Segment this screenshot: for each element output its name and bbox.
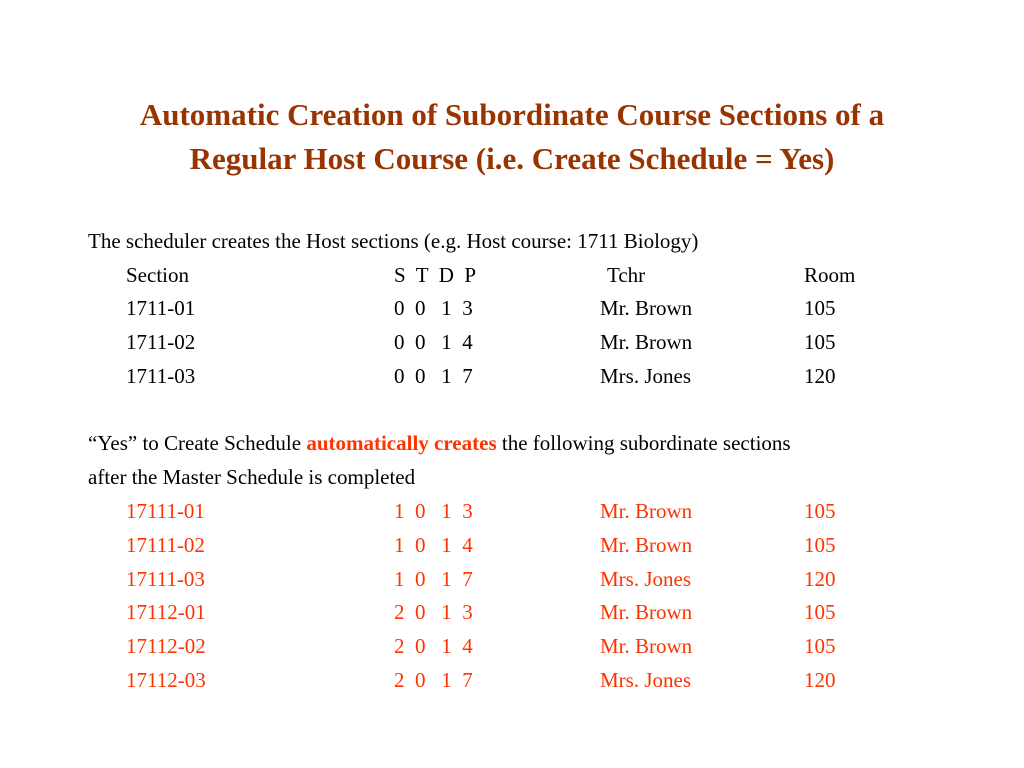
yes-explanation-line-1 [88, 429, 791, 457]
yes-text-emphasis: automatically creates [306, 431, 497, 455]
teacher-cell: Mr. Brown [600, 499, 693, 523]
table-row [0, 328, 1024, 356]
stdp-cell: 2 0 1 4 [394, 634, 473, 659]
section-cell: 17111-02 [126, 532, 205, 557]
table-row [0, 497, 1024, 525]
header-stdp: S T D P [394, 263, 477, 287]
stdp-cell: 0 0 1 4 [394, 329, 473, 354]
room-cell: 105 [804, 634, 836, 659]
table-row [0, 294, 1024, 322]
section-cell: 17111-01 [126, 499, 205, 523]
section-cell: 17112-03 [126, 668, 206, 692]
intro-text: The scheduler creates the Host sections (e.g. Host course: 1711 Biology) [88, 229, 699, 253]
section-cell: 1711-02 [126, 329, 196, 354]
room-cell: 105 [804, 499, 836, 523]
table-header-row [0, 261, 1024, 289]
room-cell: 105 [804, 329, 836, 354]
stdp-cell: 1 0 1 7 [394, 566, 473, 591]
table-row [0, 531, 1024, 559]
teacher-cell: Mr. Brown [600, 296, 693, 320]
stdp-cell: 2 0 1 7 [394, 668, 473, 692]
section-cell: 1711-01 [126, 296, 196, 320]
yes-explanation-line-2: after the Master Schedule is completed [88, 465, 416, 489]
header-room: Room [804, 263, 856, 287]
table-row [0, 666, 1024, 694]
room-cell: 120 [804, 566, 836, 591]
yes-text-before: “Yes” to Create Schedule [88, 431, 307, 455]
teacher-cell: Mrs. Jones [600, 668, 692, 692]
stdp-cell: 1 0 1 3 [394, 499, 473, 523]
room-cell: 105 [804, 296, 836, 320]
section-cell: 17112-01 [126, 600, 206, 625]
table-row [0, 362, 1024, 390]
teacher-cell: Mr. Brown [600, 532, 693, 557]
teacher-cell: Mr. Brown [600, 329, 693, 354]
slide-title [0, 93, 1024, 181]
header-section: Section [126, 263, 189, 287]
table-row [0, 565, 1024, 593]
stdp-cell: 1 0 1 4 [394, 532, 473, 557]
teacher-cell: Mr. Brown [600, 600, 693, 625]
teacher-cell: Mr. Brown [600, 634, 693, 659]
table-row [0, 598, 1024, 626]
slide-title-line-1: Automatic Creation of Subordinate Course Sections of a [139, 97, 885, 132]
stdp-cell: 0 0 1 3 [394, 296, 473, 320]
section-cell: 17112-02 [126, 634, 206, 659]
yes-text-after: the following subordinate sections [496, 431, 791, 455]
table-row [0, 632, 1024, 660]
stdp-cell: 0 0 1 7 [394, 363, 473, 388]
header-tchr: Tchr [607, 263, 646, 287]
teacher-cell: Mrs. Jones [600, 566, 692, 591]
teacher-cell: Mrs. Jones [600, 363, 692, 388]
room-cell: 105 [804, 600, 836, 625]
section-cell: 17111-03 [126, 566, 205, 591]
room-cell: 105 [804, 532, 836, 557]
room-cell: 120 [804, 668, 836, 692]
room-cell: 120 [804, 363, 836, 388]
section-cell: 1711-03 [126, 363, 196, 388]
stdp-cell: 2 0 1 3 [394, 600, 473, 625]
slide-title-line-2: Regular Host Course (i.e. Create Schedule = Yes) [189, 141, 835, 176]
